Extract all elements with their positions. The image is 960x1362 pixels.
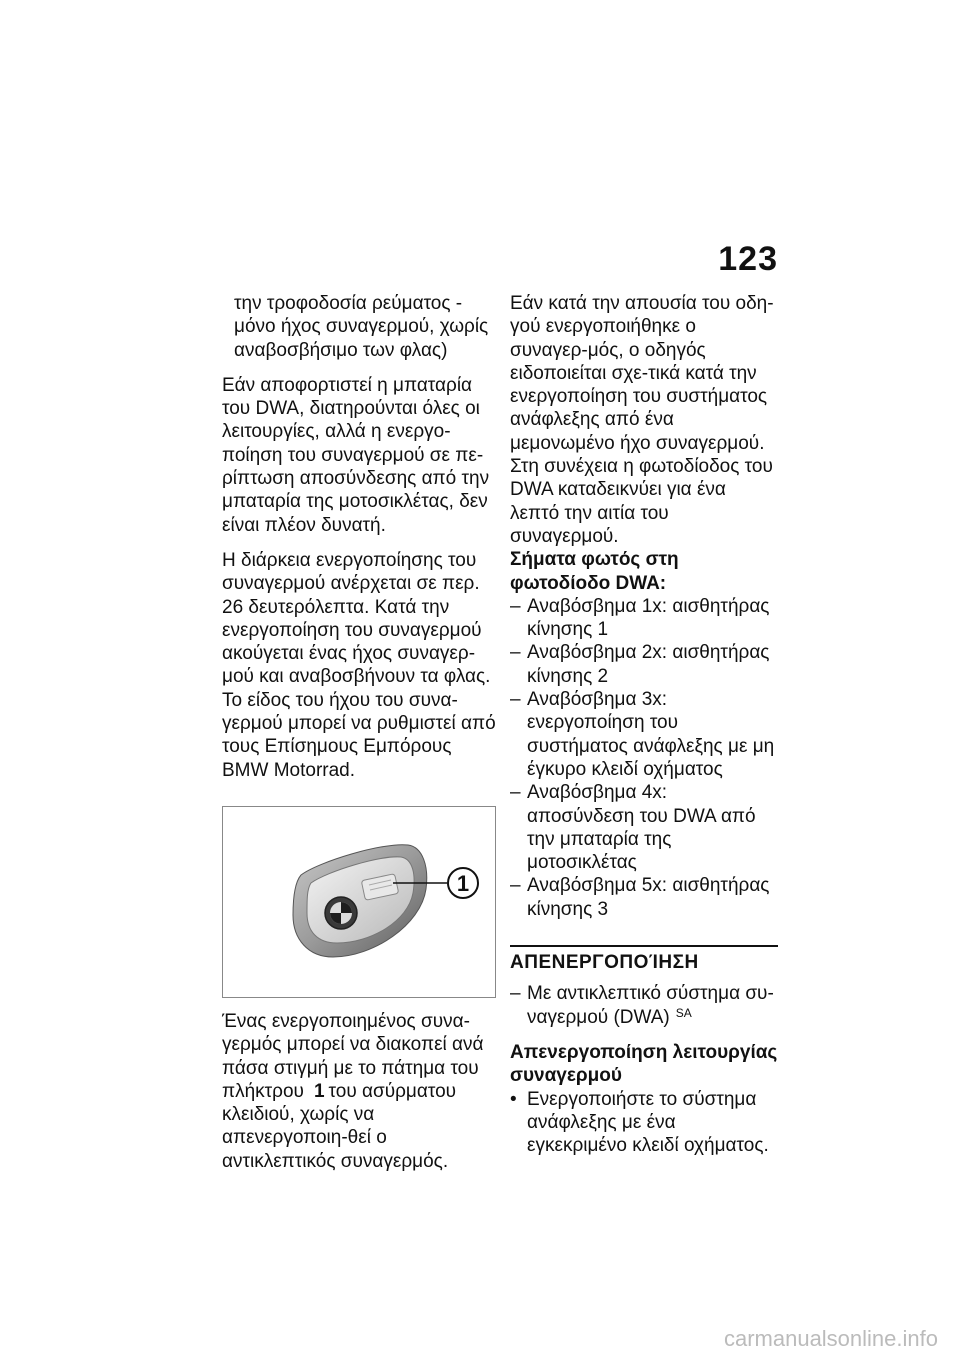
- sa-badge: SA: [675, 1005, 692, 1020]
- absence-alarm-paragraph: Εάν κατά την απουσία του οδη-γού ενεργοποιήθηκε ο συναγερ-μός, ο οδηγός ειδοποιείται σχε-τικά κατά την ενεργοποίηση του συστήματος ανάφλεξης από ένα μεμονωμένο ήχο συναγερμού. Στη συνέχεια η φωτοδίοδος του DWA καταδεικνύει για ένα λεπτό την αιτία του συναγερμού.: [510, 293, 774, 547]
- list-item: – Αναβόσβημα 3x: ενεργοποίηση του συστήματος ανάφλεξης με μη έγκυρο κλειδί οχήματος: [510, 689, 775, 780]
- dash-mark: –: [510, 642, 521, 664]
- page-number: 123: [718, 240, 778, 278]
- watermark: carmanualsonline.info: [723, 1326, 938, 1351]
- dash-mark: –: [510, 595, 521, 617]
- step-list: [510, 1088, 778, 1158]
- continued-line: την τροφοδοσία ρεύματος -: [234, 293, 463, 314]
- section-divider: [510, 945, 778, 947]
- list-item: – Αναβόσβημα 2x: αισθητήρας κίνησης 2: [510, 642, 770, 687]
- continued-line: αναβοσβήσιμο των φλας): [234, 339, 448, 361]
- key-figure: [222, 806, 496, 998]
- bullet-mark: •: [510, 1088, 517, 1110]
- list-item: – Αναβόσβημα 5x: αισθητήρας κίνησης 3: [510, 875, 770, 920]
- list-item: – Αναβόσβημα 4x: αποσύνδεση του DWA από την μπαταρία της μοτοσικλέτας: [510, 782, 756, 874]
- list-item: – Αναβόσβημα 1x: αισθητήρας κίνησης 1: [510, 595, 770, 641]
- dash-mark: –: [510, 689, 521, 711]
- button-number: 1: [313, 1080, 325, 1102]
- section-title: ΑΠΕΝΕΡΓΟΠΟΊΗΣΗ: [510, 952, 699, 974]
- dash-mark: –: [510, 875, 521, 897]
- alarm-duration-paragraph: Η διάρκεια ενεργοποίησης του συναγερμού ανέρχεται σε περ. 26 δευτερόλεπτα. Κατά την ενεργοποίηση του συναγερμού ακούγεται ένας ήχος συναγερ-μού και αναβοσβήνουν τα φλας. Το είδος του ήχου του συνα-γερμού μπορεί να ρυθμιστεί από τους Επίσημους Εμπόρους BMW Motorrad.: [222, 549, 496, 781]
- interrupt-text-end: του ασύρματου κλειδιού, χωρίς να απενεργοποιη-θεί ο αντικλεπτικός συναγερμός.: [222, 1080, 457, 1172]
- remote-key-illustration: [223, 807, 495, 997]
- left-column: [222, 292, 496, 1185]
- continued-text: [222, 292, 496, 362]
- interrupt-paragraph: [222, 1010, 496, 1173]
- option-list: [510, 982, 778, 1029]
- deactivate-heading: Απενεργοποίηση λειτουργίας συναγερμού: [510, 1041, 778, 1087]
- right-column: [510, 292, 778, 1157]
- battery-paragraph: Εάν αποφορτιστεί η μπαταρία του DWA, διατηρούνται όλες οι λειτουργίες, αλλά η ενεργο-ποίηση του συναγερμού σε πε-ρίπτωση αποσύνδεσης από την μπαταρία της μοτοσικλέτας, δεν είναι πλέον δυνατή.: [222, 374, 490, 536]
- option-text: Με αντικλεπτικό σύστημα συ-ναγερμού (DWA): [527, 983, 774, 1028]
- dash-mark: –: [510, 983, 521, 1005]
- dash-mark: –: [510, 782, 521, 804]
- interrupt-text-start: Ένας ενεργοποιημένος συνα-γερμός μπορεί να διακοπεί ανά πάσα στιγμή με το πάτημα του πλήκτρου: [222, 1010, 484, 1102]
- callout-number: 1: [456, 870, 470, 896]
- continued-line: μόνο ήχος συναγερμού, χωρίς: [234, 316, 489, 338]
- led-signals-list: [510, 595, 778, 921]
- list-item: • Ενεργοποιήστε το σύστημα ανάφλεξης με ένα εγκεκριμένο κλειδί οχήματος.: [510, 1088, 769, 1157]
- led-signals-heading: Σήματα φωτός στη φωτοδίοδο DWA:: [510, 549, 679, 594]
- list-item: [510, 982, 778, 1029]
